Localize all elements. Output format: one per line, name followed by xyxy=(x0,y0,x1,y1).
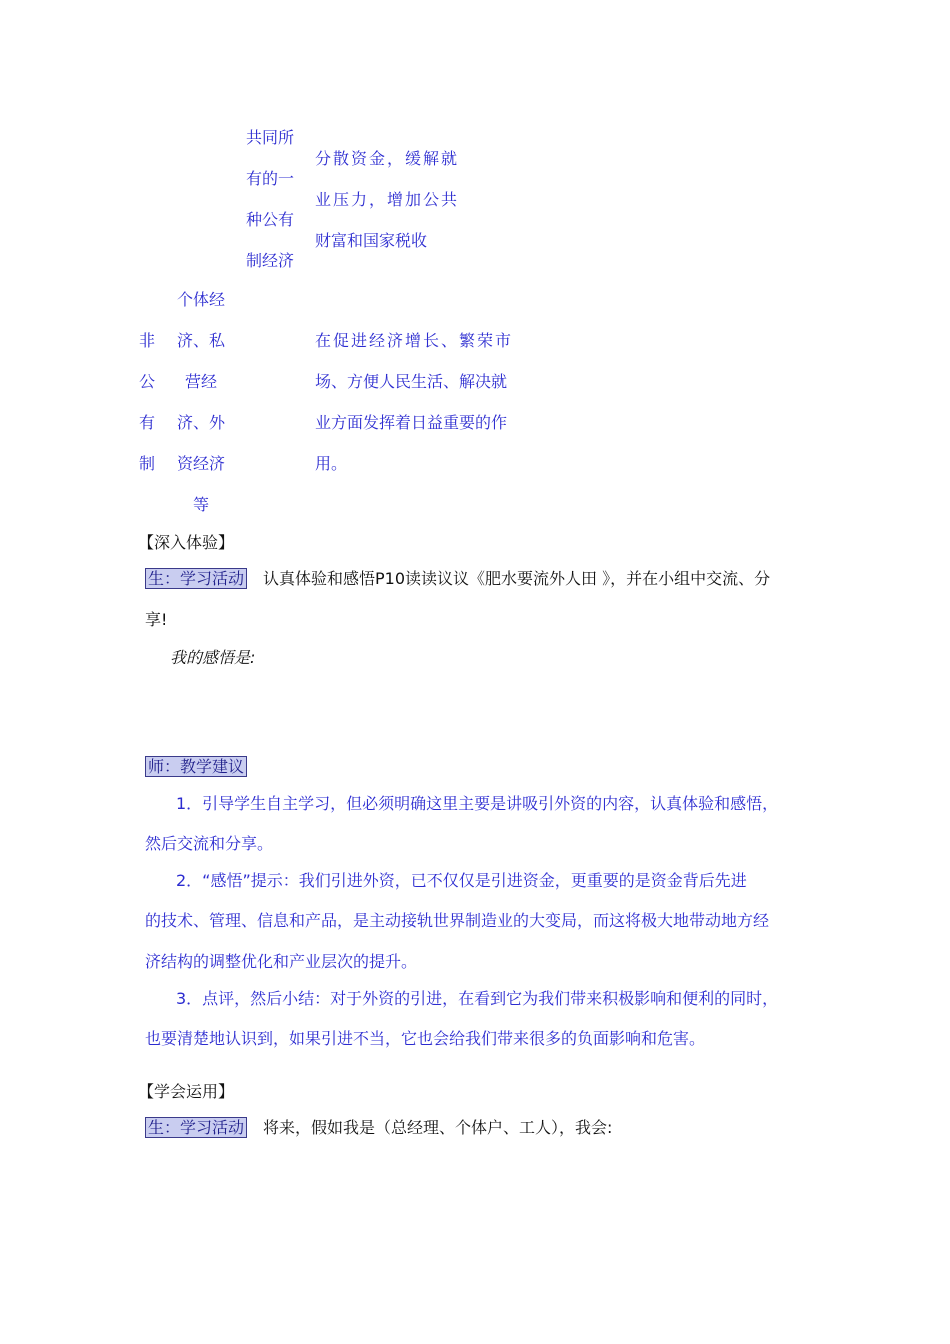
table-cell-text: 财富和国家税收 xyxy=(315,231,428,250)
table-cell-text: 公 xyxy=(139,372,156,391)
table-cell-text: 等 xyxy=(193,495,210,514)
suggestion-text: 3．点评，然后小结：对于外资的引进，在看到它为我们带来积极影响和便利的同时， xyxy=(176,989,779,1008)
reflection-prompt: 我的感悟是: xyxy=(170,648,256,667)
student-activity-tag: 生：学习活动 xyxy=(145,568,247,589)
table-cell-text: 个体经 xyxy=(177,290,226,309)
activity-text: 将来，假如我是（总经理、个体户、工人），我会: xyxy=(263,1118,613,1137)
teacher-suggestion-tag: 师：教学建议 xyxy=(145,756,247,777)
table-cell-text: 种公有 xyxy=(246,210,295,229)
table-cell-text: 营经 xyxy=(185,372,218,391)
table-cell-text: 有的一 xyxy=(246,169,295,188)
student-activity-tag: 生：学习活动 xyxy=(145,1117,247,1138)
table-cell-text: 制 xyxy=(139,454,156,473)
table-cell-text: 在促进经济增长、繁荣市 xyxy=(315,331,514,350)
table-cell-text: 资经济 xyxy=(177,454,226,473)
table-cell-text: 场、方便人民生活、解决就 xyxy=(315,372,508,391)
activity-text: 认真体验和感悟P10读读议议《肥水要流外人田 》，并在小组中交流、分 xyxy=(263,569,771,588)
suggestion-text: 济结构的调整优化和产业层次的提升。 xyxy=(145,952,418,971)
table-cell-text: 非 xyxy=(139,331,156,350)
table-cell-text: 有 xyxy=(139,413,156,432)
table-cell-text: 济、私 xyxy=(177,331,226,350)
suggestion-text: 2．“感悟”提示：我们引进外资，已不仅仅是引进资金，更重要的是资金背后先进 xyxy=(176,871,747,890)
table-cell-text: 制经济 xyxy=(246,251,295,270)
activity-text: 享! xyxy=(145,610,168,629)
section-heading: 【深入体验】 xyxy=(138,533,235,552)
table-cell-text: 业方面发挥着日益重要的作 xyxy=(315,413,508,432)
table-cell-text: 共同所 xyxy=(246,128,295,147)
table-cell-text: 业压力，增加公共 xyxy=(315,190,460,209)
table-cell-text: 用。 xyxy=(315,454,348,473)
table-cell-text: 济、外 xyxy=(177,413,226,432)
suggestion-text: 也要清楚地认识到，如果引进不当，它也会给我们带来很多的负面影响和危害。 xyxy=(145,1029,706,1048)
suggestion-text: 的技术、管理、信息和产品，是主动接轨世界制造业的大变局，而这将极大地带动地方经 xyxy=(145,911,770,930)
suggestion-text: 1．引导学生自主学习，但必须明确这里主要是讲吸引外资的内容，认真体验和感悟， xyxy=(176,794,779,813)
table-cell-text: 分散资金，缓解就 xyxy=(315,149,460,168)
suggestion-text: 然后交流和分享。 xyxy=(145,834,274,853)
section-heading: 【学会运用】 xyxy=(138,1082,235,1101)
